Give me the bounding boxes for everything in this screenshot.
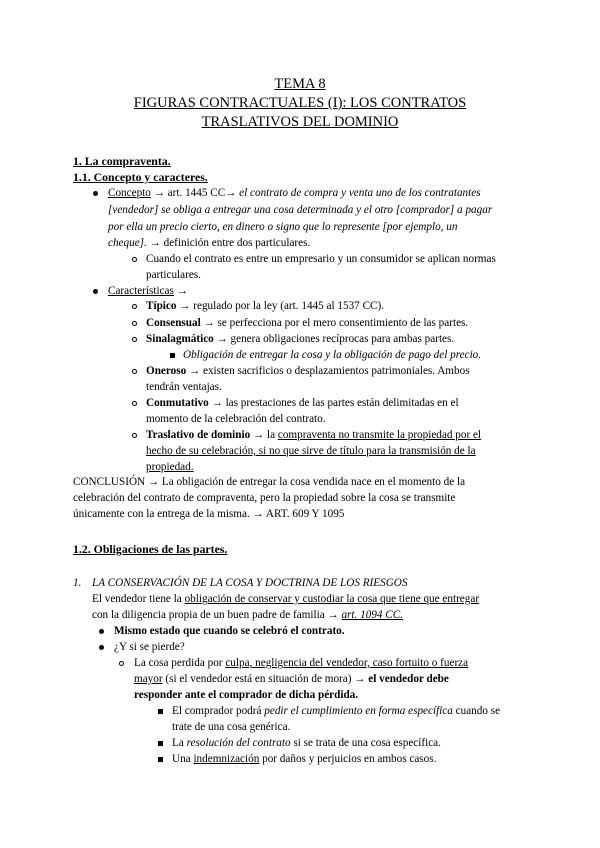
bullet-circle [119, 661, 124, 666]
c1-underlined-2: mayor [134, 673, 163, 685]
bullet-circle [132, 321, 137, 326]
item-1-title: LA CONSERVACIÓN DE LA COSA Y DOCTRINA DE LOS RIESGOS [92, 577, 408, 589]
traslativo-underlined-1: compraventa no transmite la propiedad por el [277, 429, 482, 441]
bullet-dot [99, 629, 104, 634]
page-title-line-2: FIGURAS CONTRACTUALES (I): LOS CONTRATOS [133, 95, 467, 111]
c1-pre: La cosa perdida por [134, 657, 226, 669]
conclusion-line-1: CONCLUSIÓN → La obligación de entregar la cosa vendida nace en el momento de la [73, 476, 466, 488]
tipico-line [146, 298, 384, 315]
concepto-sub-1: Cuando el contrato es entre un empresario y un consumidor se aplican normas [146, 253, 496, 265]
conclusion-line-3: únicamente con la entrega de la misma. → ART. 609 Y 1095 [73, 508, 345, 520]
sq2-italic: resolución del contrato [186, 737, 291, 749]
bullet-dot [99, 645, 104, 650]
paragraph-line-2 [92, 607, 403, 624]
circle-line-1 [134, 655, 468, 672]
traslativo-underlined-2: hecho de su celebración, si no que sirve de título para la transmisión de la [146, 445, 476, 457]
sinalagmatico-line [146, 331, 454, 348]
p2-article: art. 1094 CC. [341, 609, 403, 621]
bullet-circle [132, 369, 137, 374]
conmutativo-text-2: momento de la celebración del contrato. [146, 413, 326, 425]
conclusion-line-2: celebración del contrato de compraventa, pero la propiedad sobre la cosa se transmite [73, 492, 456, 504]
subsection-heading: 1.1. Concepto y caracteres. [73, 170, 208, 184]
caracteristicas-arrow: → [173, 285, 188, 297]
sinalagmatico-label: Sinalagmático [146, 333, 214, 345]
square-1-line-2: trate de una cosa genérica. [172, 721, 291, 733]
bullet-square [170, 353, 175, 358]
sq3-post: por daños y perjuicios en ambos casos. [259, 753, 437, 765]
sq2-post: si se trata de una cosa específica. [290, 737, 441, 749]
sq1-italic: pedir el cumplimiento en forma específica [264, 705, 453, 717]
concepto-line-4 [108, 235, 310, 252]
bullet-square [158, 741, 163, 746]
concepto-definition-3: por ella un precio cierto, en dinero o signo que lo represente [por ejemplo, un [108, 221, 458, 233]
consensual-text: → se perfecciona por el mero consentimiento de las partes. [200, 317, 469, 329]
traslativo-label: Traslativo de dominio [146, 429, 251, 441]
oneroso-line [146, 363, 470, 380]
square-2-line [172, 735, 441, 752]
sq1-post: cuando se [452, 705, 501, 717]
p1-underlined: obligación de conservar y custodiar la cosa que tiene que entregar [184, 593, 480, 605]
concepto-line-1 [108, 185, 481, 202]
page-title-line-1: TEMA 8 [274, 76, 326, 92]
oneroso-label: Oneroso [146, 365, 187, 377]
square-3-line [172, 751, 436, 768]
bullet-circle [132, 433, 137, 438]
sinalagmatico-sub: Obligación de entregar la cosa y la obligación de pago del precio. [183, 349, 482, 361]
tipico-text: → regulado por la ley (art. 1445 al 1537 CC). [176, 300, 385, 312]
bullet-1-text: Mismo estado que cuando se celebró el contrato. [114, 625, 345, 637]
sq3-underlined: indemnización [193, 753, 260, 765]
caracteristicas-label: Características [108, 285, 174, 297]
concepto-definition-2: [vendedor] se obliga a entregar una cosa determinada y el otro [comprador] a pagar [108, 204, 493, 216]
c1-mid: (si el vendedor está en situación de mora) → [162, 673, 369, 685]
bullet-square [158, 709, 163, 714]
p2-pre: con la diligencia propia de un buen padre de familia → [92, 609, 342, 621]
consensual-line [146, 315, 468, 332]
traslativo-line [146, 427, 481, 444]
section-heading: 1. La compraventa. [73, 154, 171, 168]
consensual-label: Consensual [146, 317, 201, 329]
concepto-sub-2: particulares. [146, 269, 201, 281]
bullet-circle [132, 337, 137, 342]
concepto-definition-4: cheque]. [108, 237, 150, 249]
circle-line-2 [134, 671, 449, 688]
bullet-dot [93, 289, 98, 294]
page-title-line-3: TRASLATIVOS DEL DOMINIO [201, 114, 399, 130]
square-1-line-1 [172, 703, 500, 720]
bullet-circle [132, 401, 137, 406]
subsection-heading: 1.2. Obligaciones de las partes. [73, 542, 228, 556]
bullet-2-text: ¿Y si se pierde? [114, 641, 185, 653]
item-1-number: 1. [73, 577, 82, 589]
sq3-pre: Una [172, 753, 194, 765]
concepto-definition-1: el contrato de compra y venta uno de los contratantes [239, 187, 481, 199]
oneroso-text-2: tendrán ventajas. [146, 381, 222, 393]
conmutativo-label: Conmutativo [146, 397, 209, 409]
concepto-tail: → definición entre dos particulares. [149, 237, 311, 249]
bullet-circle [132, 304, 137, 309]
conmutativo-line [146, 395, 459, 412]
conmutativo-text-1: → las prestaciones de las partes están delimitadas en el [208, 397, 459, 409]
c1-underlined-1: culpa, negligencia del vendedor, caso fortuito o fuerza [225, 657, 469, 669]
sq2-pre: La [172, 737, 187, 749]
bullet-dot [93, 191, 98, 196]
traslativo-pre: → la [250, 429, 278, 441]
concepto-arrow: → art. 1445 CC→ [150, 187, 240, 199]
c1-bold-1: el vendedor debe [368, 673, 449, 685]
sq1-pre: El comprador podrá [172, 705, 265, 717]
paragraph-line-1 [92, 591, 479, 608]
oneroso-text-1: → existen sacrificios o desplazamientos patrimoniales. Ambos [186, 365, 470, 377]
traslativo-underlined-3: propiedad. [146, 461, 194, 473]
concepto-label: Concepto [108, 187, 151, 199]
sinalagmatico-text: → genera obligaciones recíprocas para ambas partes. [213, 333, 455, 345]
bullet-square [158, 757, 163, 762]
c1-bold-2: responder ante el comprador de dicha pérdida. [134, 689, 359, 701]
bullet-circle [132, 257, 137, 262]
p1-pre: El vendedor tiene la [92, 593, 185, 605]
tipico-label: Típico [146, 300, 177, 312]
